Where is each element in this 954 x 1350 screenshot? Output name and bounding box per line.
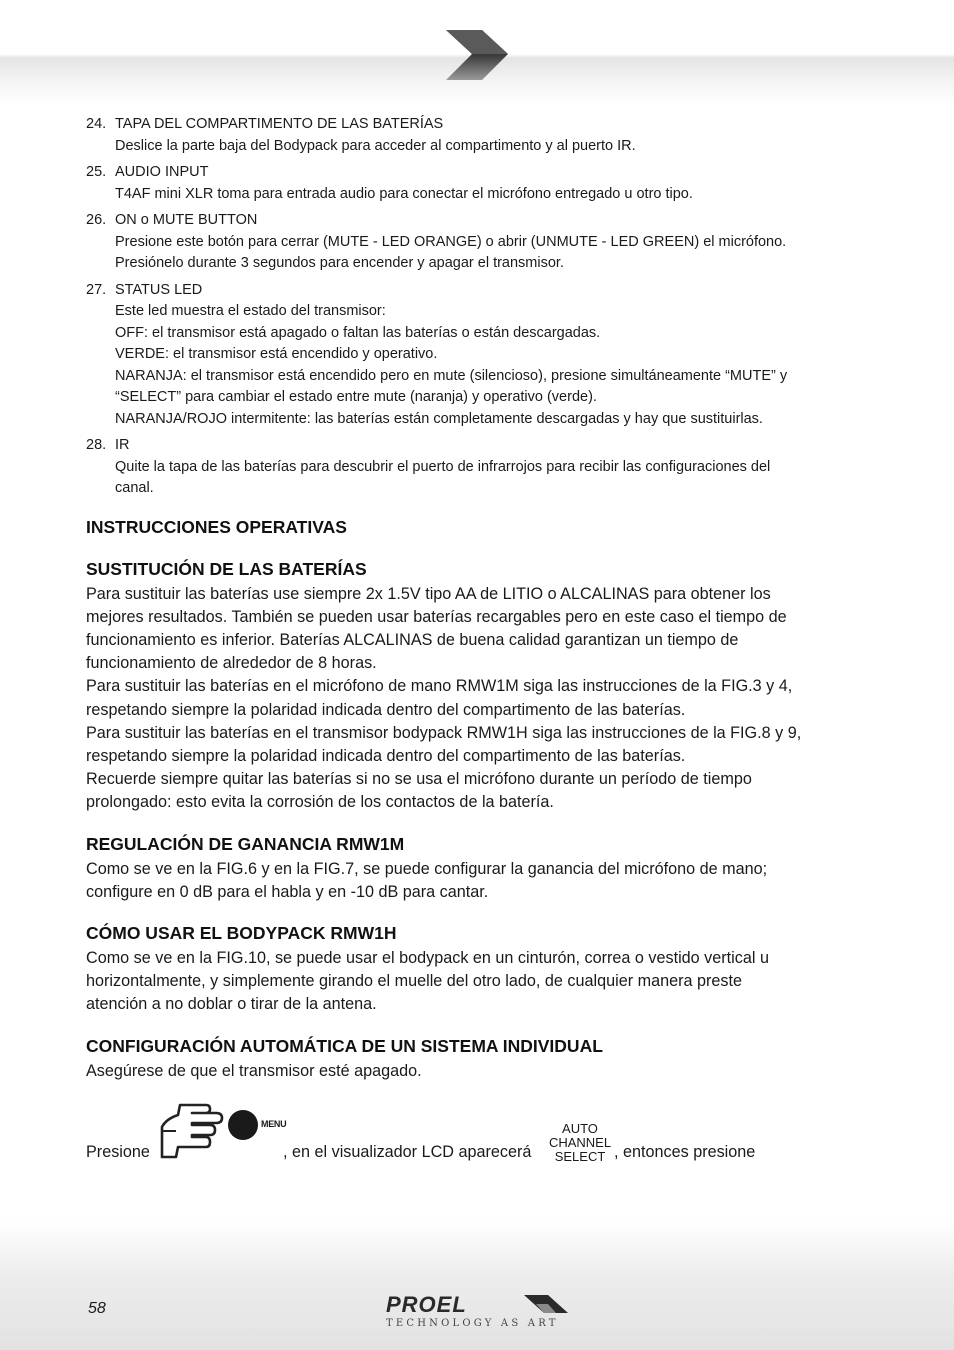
section-heading: REGULACIÓN DE GANANCIA RMW1M — [86, 833, 405, 854]
list-item — [86, 162, 876, 205]
section-heading: CÓMO USAR EL BODYPACK RMW1H — [86, 922, 397, 943]
body-line: funcionamiento de alrededor de 8 horas. — [86, 654, 377, 673]
body-line: Como se ve en la FIG.6 y en la FIG.7, se puede configurar la ganancia del micrófono de mano; — [86, 859, 768, 878]
item-text: Este led muestra el estado del transmisor: — [115, 303, 386, 319]
item-text: Deslice la parte baja del Bodypack para acceder al compartimento y al puerto IR. — [115, 137, 636, 154]
item-text: “SELECT” para cambiar el estado entre mute (naranja) y operativo (verde). — [115, 389, 597, 405]
section-operativas — [86, 517, 876, 538]
item-number: 28. — [86, 437, 107, 453]
body-line: Para sustituir las baterías en el transmisor bodypack RMW1H siga las instrucciones de la FIG.8 y 9, — [86, 723, 802, 742]
list-item — [86, 280, 876, 431]
list-item — [86, 114, 876, 157]
item-text: canal. — [115, 480, 154, 496]
pointing-hand-icon — [158, 1099, 226, 1161]
component-list — [86, 114, 876, 500]
lcd-line: AUTO — [562, 1120, 598, 1136]
section-ganancia — [86, 834, 876, 904]
item-title: ON o MUTE BUTTON — [115, 212, 258, 228]
item-text: Presiónelo durante 3 segundos para encender y apagar el transmisor. — [115, 255, 564, 271]
page-content — [86, 114, 876, 1177]
body-line: Como se ve en la FIG.10, se puede usar el bodypack en un cinturón, correa o vestido vertical u — [86, 948, 769, 967]
section-bodypack — [86, 923, 876, 1017]
item-number: 24. — [86, 116, 107, 132]
menu-knob-icon — [228, 1110, 258, 1140]
item-title: AUDIO INPUT — [115, 164, 209, 180]
item-title: STATUS LED — [115, 281, 203, 298]
item-number: 25. — [86, 164, 107, 180]
body-line: Para sustituir las baterías use siempre 2x 1.5V tipo AA de LITIO o ALCALINAS para obtener los — [86, 584, 771, 603]
page-number: 58 — [88, 1300, 106, 1317]
section-body — [86, 583, 876, 815]
body-line: Asegúrese de que el transmisor esté apagado. — [86, 1061, 422, 1080]
lcd-line: CHANNEL — [548, 1134, 612, 1150]
section-heading: CONFIGURACIÓN AUTOMÁTICA DE UN SISTEMA INDIVIDUAL — [86, 1035, 603, 1056]
body-line: Para sustituir las baterías en el micrófono de mano RMW1M siga las instrucciones de la FIG.3 y 4, — [86, 677, 793, 696]
item-text: NARANJA/ROJO intermitente: las baterías están completamente descargadas y hay que sustituirlas. — [115, 410, 763, 427]
item-text: OFF: el transmisor está apagado o faltan las baterías o están descargadas. — [115, 324, 601, 341]
menu-label: MENU — [261, 1118, 287, 1129]
item-text: NARANJA: el transmisor está encendido pero en mute (silencioso), presione simultáneamente “MUTE” y — [115, 367, 788, 384]
footer-band — [0, 1220, 954, 1350]
lcd-display — [545, 1122, 615, 1164]
body-line: respetando siempre la polaridad indicada dentro del compartimento de las baterías. — [86, 746, 686, 765]
list-item — [86, 210, 876, 275]
section-body — [86, 947, 876, 1017]
brand-tagline: TECHNOLOGY AS ART — [386, 1318, 559, 1329]
section-heading: INSTRUCCIONES OPERATIVAS — [86, 516, 347, 537]
brand-text: PROEL — [386, 1292, 467, 1317]
item-text: Quite la tapa de las baterías para descubrir el puerto de infrarrojos para recibir las configuraciones del — [115, 458, 771, 475]
body-line: configure en 0 dB para el habla y en -10 dB para cantar. — [86, 882, 489, 901]
body-line: mejores resultados. También se pueden usar baterías recargables pero en este caso el tiempo de — [86, 607, 787, 626]
section-body — [86, 858, 876, 904]
body-line: atención a no doblar o tirar de la antena. — [86, 995, 377, 1014]
item-title: IR — [115, 437, 130, 453]
section-baterias — [86, 559, 876, 815]
lcd-line: SELECT — [554, 1148, 606, 1164]
proel-logo — [386, 1292, 570, 1318]
body-line: horizontalmente, y simplemente girando el muelle del otro lado, de cualquier manera preste — [86, 972, 742, 991]
end-text: , entonces presione — [614, 1142, 756, 1161]
section-config — [86, 1036, 876, 1083]
lcd-text: , en el visualizador LCD aparecerá — [283, 1142, 532, 1161]
body-line: funcionamiento es inferior. Baterías ALCALINAS de buena calidad garantizan un tiempo de — [86, 630, 739, 649]
item-number: 26. — [86, 212, 107, 228]
press-text: Presione — [86, 1142, 150, 1161]
item-number: 27. — [86, 281, 107, 298]
body-line: prolongado: esto evita la corrosión de los contactos de la batería. — [86, 793, 554, 812]
body-line: respetando siempre la polaridad indicada dentro del compartimento de las baterías. — [86, 700, 686, 719]
list-item — [86, 435, 876, 500]
item-text: T4AF mini XLR toma para entrada audio para conectar el micrófono entregado u otro tipo. — [115, 185, 693, 202]
item-title: TAPA DEL COMPARTIMENTO DE LAS BATERÍAS — [115, 116, 444, 132]
section-heading: SUSTITUCIÓN DE LAS BATERÍAS — [86, 558, 367, 579]
body-line: Recuerde siempre quitar las baterías si no se usa el micrófono durante un período de tiempo — [86, 770, 752, 789]
chevron-arrow-icon — [440, 26, 512, 84]
item-text: Presione este botón para cerrar (MUTE - LED ORANGE) o abrir (UNMUTE - LED GREEN) el micrófono. — [115, 233, 787, 250]
item-text: VERDE: el transmisor está encendido y operativo. — [115, 346, 438, 362]
section-body — [86, 1060, 876, 1083]
instruction-row — [86, 1087, 876, 1177]
